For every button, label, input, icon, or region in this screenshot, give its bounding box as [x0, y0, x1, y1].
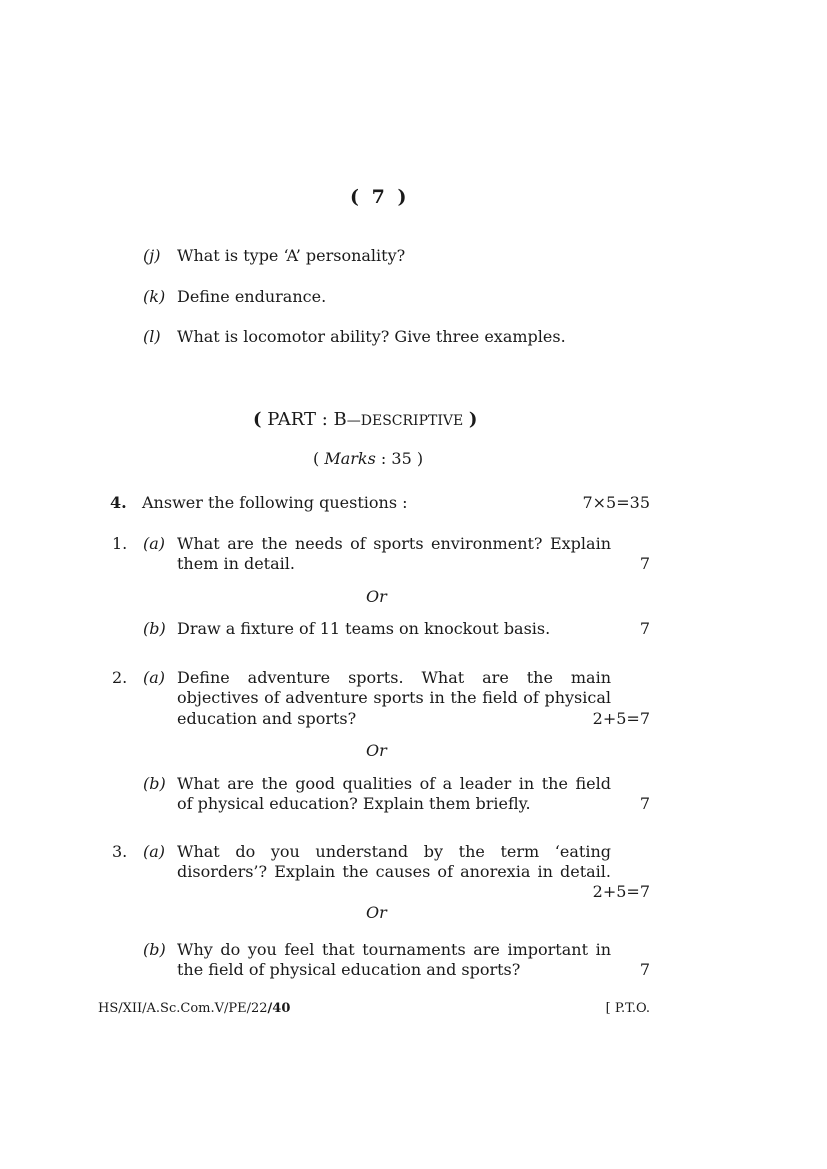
q1-a-marks: 7 — [639, 554, 650, 573]
marks-open: ( — [313, 449, 320, 468]
q1-number: 1. — [112, 534, 128, 553]
q3-a-label: (a) — [143, 842, 166, 861]
q3-a-marks: 2+5=7 — [592, 882, 650, 901]
q3-number: 3. — [112, 842, 128, 861]
marks-word: Marks — [324, 449, 376, 468]
part-b-heading — [253, 409, 477, 430]
q2-a-line2: objectives of adventure sports in the field of physical — [177, 688, 611, 707]
q3-a-line1: What do you understand by the term ‘eating — [177, 842, 611, 861]
item-label-j: (j) — [143, 246, 161, 265]
q3-b-line1: Why do you feel that tournaments are important in — [177, 940, 611, 959]
q4-number: 4. — [110, 493, 127, 512]
q2-a-label: (a) — [143, 668, 166, 687]
item-text-j: What is type ‘A’ personality? — [177, 246, 406, 265]
q1-a-line2: them in detail. — [177, 554, 295, 573]
page-number: ( 7 ) — [350, 186, 410, 208]
footer-code — [98, 1001, 290, 1016]
q2-b-label: (b) — [143, 774, 166, 793]
q2-number: 2. — [112, 668, 128, 687]
part-b-open: ( — [253, 409, 262, 430]
q1-b-label: (b) — [143, 619, 166, 638]
part-b-close: ) — [468, 409, 478, 430]
footer-code-suffix: /40 — [267, 1001, 291, 1016]
part-b-letter: B — [333, 409, 347, 430]
footer-code-main: HS/XII/A.Sc.Com.V/PE/22 — [98, 1001, 268, 1016]
q3-or: Or — [366, 903, 387, 922]
item-text-k: Define endurance. — [177, 287, 327, 306]
item-label-k: (k) — [143, 287, 166, 306]
marks-close: ) — [416, 449, 424, 468]
q3-b-marks: 7 — [639, 960, 650, 979]
q2-b-marks: 7 — [639, 794, 650, 813]
q1-a-label: (a) — [143, 534, 166, 553]
item-label-l: (l) — [143, 327, 161, 346]
q3-a-line2: disorders’? Explain the causes of anorexia in detail. — [177, 862, 611, 881]
q1-or: Or — [366, 587, 387, 606]
marks-value: : 35 — [380, 449, 412, 468]
q3-b-line2: the field of physical education and sports? — [177, 960, 521, 979]
q2-b-line1: What are the good qualities of a leader in the field — [177, 774, 611, 793]
q2-a-line1: Define adventure sports. What are the main — [177, 668, 611, 687]
part-b-descriptive: —DESCRIPTIVE — [346, 413, 464, 429]
q2-a-line3: education and sports? — [177, 709, 357, 728]
q1-b-line1: Draw a fixture of 11 teams on knockout basis. — [177, 619, 551, 638]
item-text-l: What is locomotor ability? Give three examples. — [177, 327, 566, 346]
q4-marks: 7×5=35 — [582, 493, 650, 512]
part-b-word: PART — [267, 409, 316, 430]
q3-b-label: (b) — [143, 940, 166, 959]
q2-b-line2: of physical education? Explain them briefly. — [177, 794, 531, 813]
marks-line — [313, 449, 423, 468]
q4-text: Answer the following questions : — [142, 493, 408, 512]
q1-b-marks: 7 — [639, 619, 650, 638]
footer-pto: [ P.T.O. — [605, 1001, 650, 1016]
q2-or: Or — [366, 741, 387, 760]
q2-a-marks: 2+5=7 — [592, 709, 650, 728]
q1-a-line1: What are the needs of sports environment? Explain — [177, 534, 611, 553]
part-b-colon: : — [321, 409, 328, 430]
